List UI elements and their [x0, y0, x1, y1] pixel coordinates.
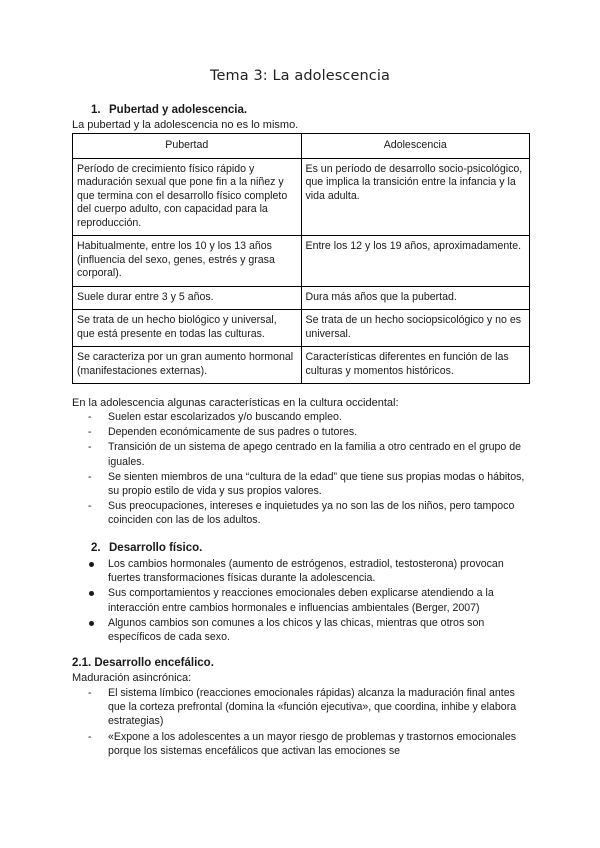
list-item-text: El sistema límbico (reacciones emocionales rápidas) alcanza la maduración final antes que la corteza prefrontal (domina la «función ejecutiva», que coordina, inhibe y elabora estrategias) — [108, 687, 517, 728]
section-2-1-intro: Maduración asincrónica: — [72, 672, 192, 684]
table-header-adolescencia: Adolescencia — [301, 134, 530, 159]
table-cell: Se trata de un hecho sociopsicológico y no es universal. — [301, 310, 530, 347]
list-item-text: Sus preocupaciones, intereses e inquietudes ya no son las de los niños, pero tampoco coinciden con las de los adultos. — [108, 500, 515, 527]
list-item — [72, 425, 527, 439]
list-item-text: Sus comportamientos y reacciones emocionales deben explicarse atendiendo a la interacción entre cambios hormonales e influencias ambientales (Berger, 2007) — [108, 587, 494, 614]
comparison-table — [72, 133, 530, 384]
list-item — [72, 616, 527, 644]
dash-marker: - — [88, 441, 92, 454]
table-cell: Entre los 12 y los 19 años, aproximadamente. — [301, 236, 530, 287]
table-cell: Es un período de desarrollo socio-psicológico, que implica la transición entre la infancia y la vida adulta. — [301, 158, 530, 236]
document-title: Tema 3: La adolescencia — [210, 68, 390, 84]
section-2-list — [72, 557, 527, 645]
table-header-pubertad: Pubertad — [73, 134, 302, 159]
dash-marker: - — [88, 500, 92, 513]
list-item-text: Algunos cambios son comunes a los chicos y las chicas, mientras que otros son específicos de cada sexo. — [108, 616, 485, 644]
section-2-heading — [91, 542, 202, 554]
dash-marker: - — [88, 411, 92, 423]
dash-marker: - — [88, 426, 92, 439]
dash-marker: - — [88, 470, 92, 483]
list-item-text: Los cambios hormonales (aumento de estrógenos, estradiol, testosterona) provocan fuertes transformaciones físicas durante la adolescencia. — [108, 558, 504, 585]
list-item-text: «Expone a los adolescentes a un mayor riesgo de problemas y trastornos emocionales porque los sistemas encefálicos que activan las emociones se — [108, 730, 517, 757]
list-item — [72, 499, 527, 527]
table-row — [73, 286, 530, 310]
dash-marker: - — [88, 687, 92, 699]
western-intro: En la adolescencia algunas características en la cultura occidental: — [72, 397, 399, 409]
section-1-intro: La pubertad y la adolescencia no es lo mismo. — [72, 119, 299, 131]
list-item — [72, 586, 527, 614]
list-item — [72, 470, 527, 498]
section-2-1-heading: 2.1. Desarrollo encefálico. — [72, 657, 214, 669]
table-row — [73, 310, 530, 347]
section-2-number: 2. — [91, 542, 101, 554]
list-item-text: Dependen económicamente de sus padres o tutores. — [108, 426, 358, 439]
section-1-title: Pubertad y adolescencia. — [109, 104, 248, 116]
list-item-text: Suelen estar escolarizados y/o buscando empleo. — [108, 411, 342, 423]
table-cell: Características diferentes en función de las culturas y momentos históricos. — [301, 347, 530, 384]
table-cell: Se caracteriza por un gran aumento hormonal (manifestaciones externas). — [73, 347, 302, 384]
section-2-1-list — [72, 686, 527, 759]
table-row — [73, 347, 530, 384]
table-cell: Se trata de un hecho biológico y universal, que está presente en todas las culturas. — [73, 310, 302, 347]
table-row — [73, 236, 530, 287]
table-row — [73, 158, 530, 236]
list-item-text: Transición de un sistema de apego centrado en la familia a otro centrado en el grupo de iguales. — [108, 441, 522, 468]
table-cell: Habitualmente, entre los 10 y los 13 años (influencia del sexo, genes, estrés y grasa corporal). — [73, 236, 302, 287]
list-item — [72, 686, 527, 729]
table-cell: Dura más años que la pubertad. — [301, 286, 530, 310]
table-cell: Período de crecimiento físico rápido y maduración sexual que pone fin a la niñez y que termina con el desarrollo físico completo del cuerpo adulto, con capacidad para la reproducción. — [73, 158, 302, 236]
list-item — [72, 440, 527, 468]
section-1-heading — [91, 104, 247, 116]
list-item-text: Se sienten miembros de una “cultura de la edad” que tiene sus propias modas o hábitos, su propio estilo de vida y sus propios valores. — [108, 470, 525, 498]
dash-marker: - — [88, 730, 92, 743]
list-item — [72, 730, 527, 758]
section-1-number: 1. — [91, 104, 101, 116]
western-list — [72, 410, 527, 529]
table-cell: Suele durar entre 3 y 5 años. — [73, 286, 302, 310]
table-header-row — [73, 134, 530, 159]
list-item — [72, 557, 527, 585]
section-2-title: Desarrollo físico. — [109, 542, 203, 554]
list-item — [72, 410, 527, 424]
